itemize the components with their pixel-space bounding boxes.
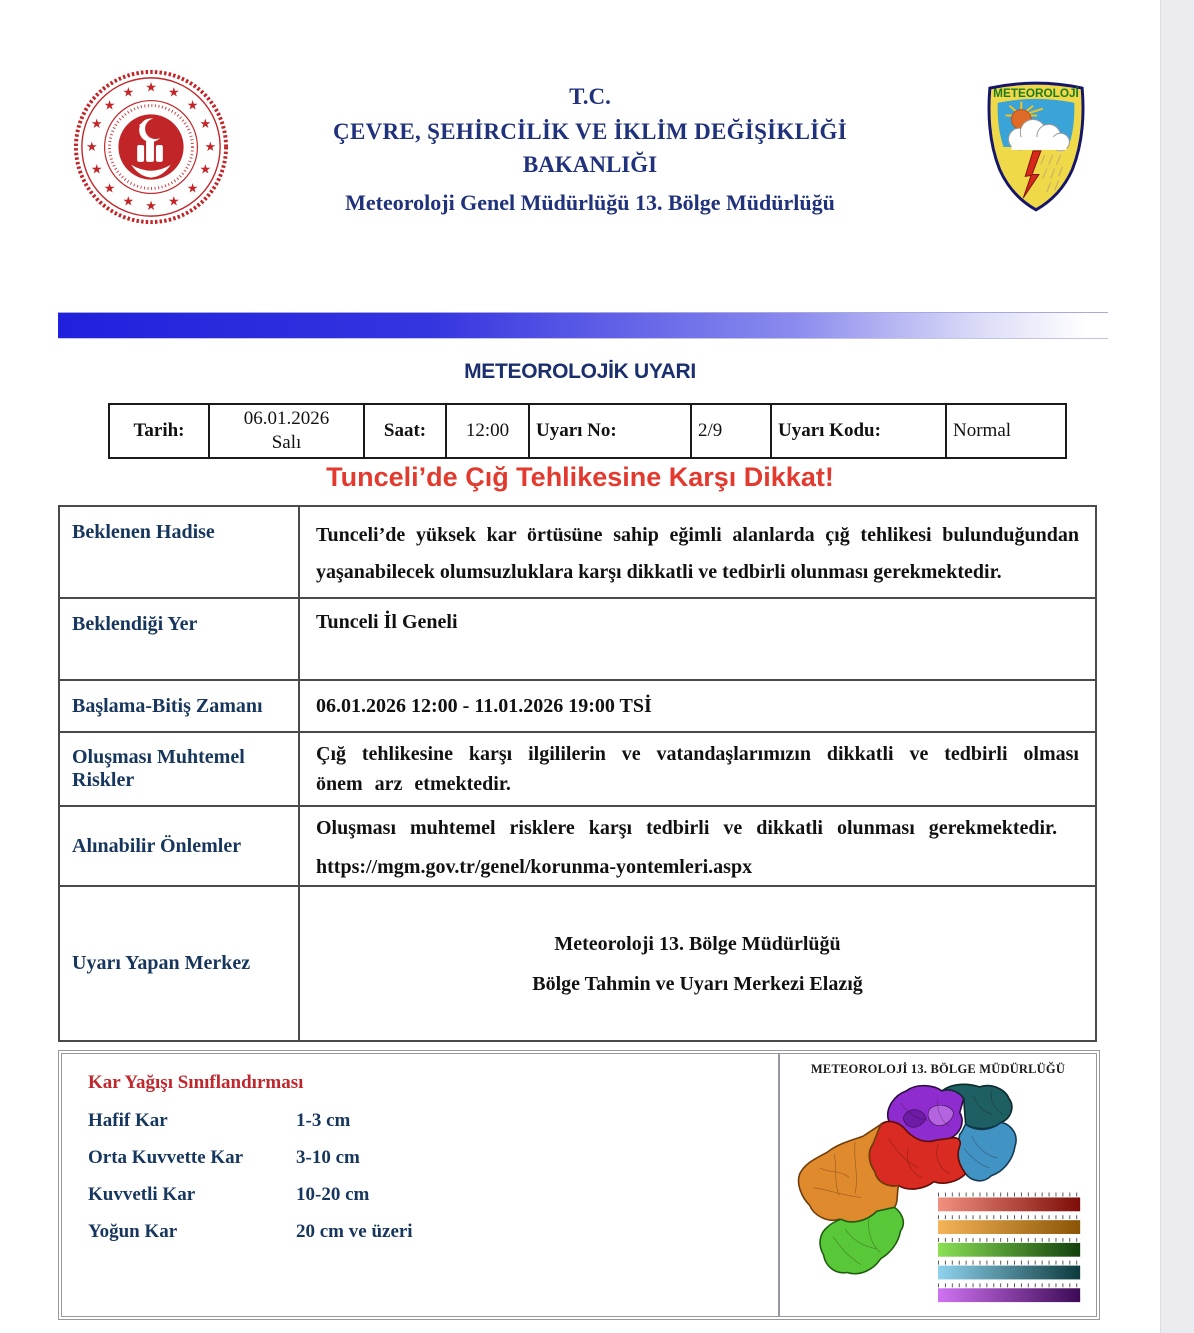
table-row (59, 598, 1096, 680)
map-legend (938, 1195, 1080, 1303)
svg-text:★: ★ (90, 162, 103, 177)
row-label-precautions: Alınabilir Önlemler (59, 806, 299, 886)
table-row (59, 506, 1096, 598)
classification-row (88, 1184, 778, 1206)
table-row (59, 732, 1096, 806)
meteoroloji-shield-icon (982, 76, 1090, 214)
row-content-expected-place: Tunceli İl Geneli (299, 598, 1096, 680)
svg-text:★: ★ (122, 194, 135, 209)
classification-row (88, 1147, 778, 1169)
row-content-issuing-center (299, 886, 1096, 1041)
header-tc: T.C. (569, 84, 611, 109)
class-value: 3-10 cm (296, 1147, 360, 1168)
date-label: Tarih: (109, 404, 209, 458)
svg-text:★: ★ (186, 181, 199, 196)
bottom-info-box (58, 1050, 1100, 1320)
region-map (788, 1079, 1088, 1311)
row-content-start-end-time: 06.01.2026 12:00 - 11.01.2026 19:00 TSİ (299, 680, 1096, 732)
time-value: 12:00 (446, 404, 529, 458)
header-directorate: Meteoroloji Genel Müdürlüğü 13. Bölge Müdürlüğü (345, 190, 835, 215)
svg-text:★: ★ (85, 139, 98, 154)
warning-detail-table (58, 505, 1097, 1042)
snow-classification-panel (62, 1054, 780, 1316)
classification-title: Kar Yağışı Sınıflandırması (88, 1072, 304, 1093)
row-content-expected-event: Tunceli’de yüksek kar örtüsüne sahip eğimli alanlarda çığ tehlikesi bulunduğundan yaşanabilecek olumsuzluklara karşı dikkatli ve tedbirli olunması gerekmektedir. (299, 506, 1096, 598)
issuing-center-line2: Bölge Tahmin ve Uyarı Merkezi Elazığ (532, 972, 863, 995)
document-header (240, 84, 940, 216)
class-value: 1-3 cm (296, 1110, 351, 1131)
warning-code-value: Normal (946, 404, 1066, 458)
class-label: Yoğun Kar (88, 1221, 178, 1242)
svg-text:★: ★ (204, 139, 217, 154)
region-map-panel (780, 1054, 1096, 1316)
date-value-day-name: Salı (271, 432, 302, 453)
classification-row (88, 1110, 778, 1132)
legend-bar-orange (938, 1220, 1080, 1234)
class-label: Hafif Kar (88, 1110, 168, 1131)
table-row (59, 886, 1096, 1041)
row-label-expected-event: Beklenen Hadise (59, 506, 299, 598)
class-label: Kuvvetli Kar (88, 1184, 196, 1205)
date-value-day-number: 06.01.2026 (243, 408, 330, 430)
date-value (209, 404, 364, 458)
svg-text:★: ★ (103, 181, 116, 196)
svg-text:★: ★ (186, 98, 199, 113)
legend-bar-green (938, 1243, 1080, 1257)
warning-no-value: 2/9 (691, 404, 771, 458)
svg-text:★: ★ (145, 80, 157, 95)
precautions-link[interactable]: https://mgm.gov.tr/genel/korunma-yontemleri.aspx (316, 856, 753, 878)
class-value: 10-20 cm (296, 1184, 370, 1205)
row-label-expected-place: Beklendiği Yer (59, 598, 299, 680)
warning-no-label: Uyarı No: (529, 404, 691, 458)
warning-headline: Tunceli’de Çığ Tehlikesine Karşı Dikkat! (326, 462, 834, 492)
header-ministry-line2: BAKANLIĞI (522, 152, 658, 177)
table-row (59, 680, 1096, 732)
svg-text:★: ★ (167, 85, 180, 100)
svg-text:★: ★ (199, 117, 212, 132)
ministry-seal-icon (72, 68, 230, 226)
section-title: METEOROLOJİK UYARI (464, 360, 696, 383)
precautions-text: Oluşması muhtemel risklere karşı tedbirli ve dikkatli olunması gerekmektedir. (316, 817, 1058, 839)
legend-bar-blue (938, 1266, 1080, 1280)
svg-text:★: ★ (145, 199, 157, 214)
divider-bar (58, 312, 1108, 339)
row-label-possible-risks: Oluşması Muhtemel Riskler (59, 732, 299, 806)
classification-row (88, 1221, 778, 1243)
class-value: 20 cm ve üzeri (296, 1221, 413, 1242)
shield-logo-text: METEOROLOJİ (993, 86, 1079, 100)
svg-text:★: ★ (199, 162, 212, 177)
row-label-issuing-center: Uyarı Yapan Merkez (59, 886, 299, 1041)
header-ministry-line1: ÇEVRE, ŞEHİRCİLİK VE İKLİM DEĞİŞİKLİĞİ (333, 119, 847, 144)
warning-code-label: Uyarı Kodu: (771, 404, 946, 458)
map-title: METEOROLOJİ 13. BÖLGE MÜDÜRLÜĞÜ (810, 1062, 1066, 1076)
legend-bar-purple (938, 1288, 1080, 1302)
svg-text:★: ★ (90, 117, 103, 132)
row-content-precautions (299, 806, 1096, 886)
time-label: Saat: (364, 404, 446, 458)
svg-text:★: ★ (103, 98, 116, 113)
legend-bar-red (938, 1197, 1080, 1211)
class-label: Orta Kuvvette Kar (88, 1147, 244, 1168)
warning-info-table (108, 403, 1067, 459)
svg-text:★: ★ (122, 85, 135, 100)
page-edge (1160, 0, 1194, 1333)
row-label-start-end-time: Başlama-Bitiş Zamanı (59, 680, 299, 732)
issuing-center-line1: Meteoroloji 13. Bölge Müdürlüğü (554, 932, 841, 955)
row-content-possible-risks: Çığ tehlikesine karşı ilgililerin ve vatandaşlarımızın dikkatli ve tedbirli olması önem arz etmektedir. (299, 732, 1096, 806)
svg-text:★: ★ (167, 194, 180, 209)
table-row (59, 806, 1096, 886)
